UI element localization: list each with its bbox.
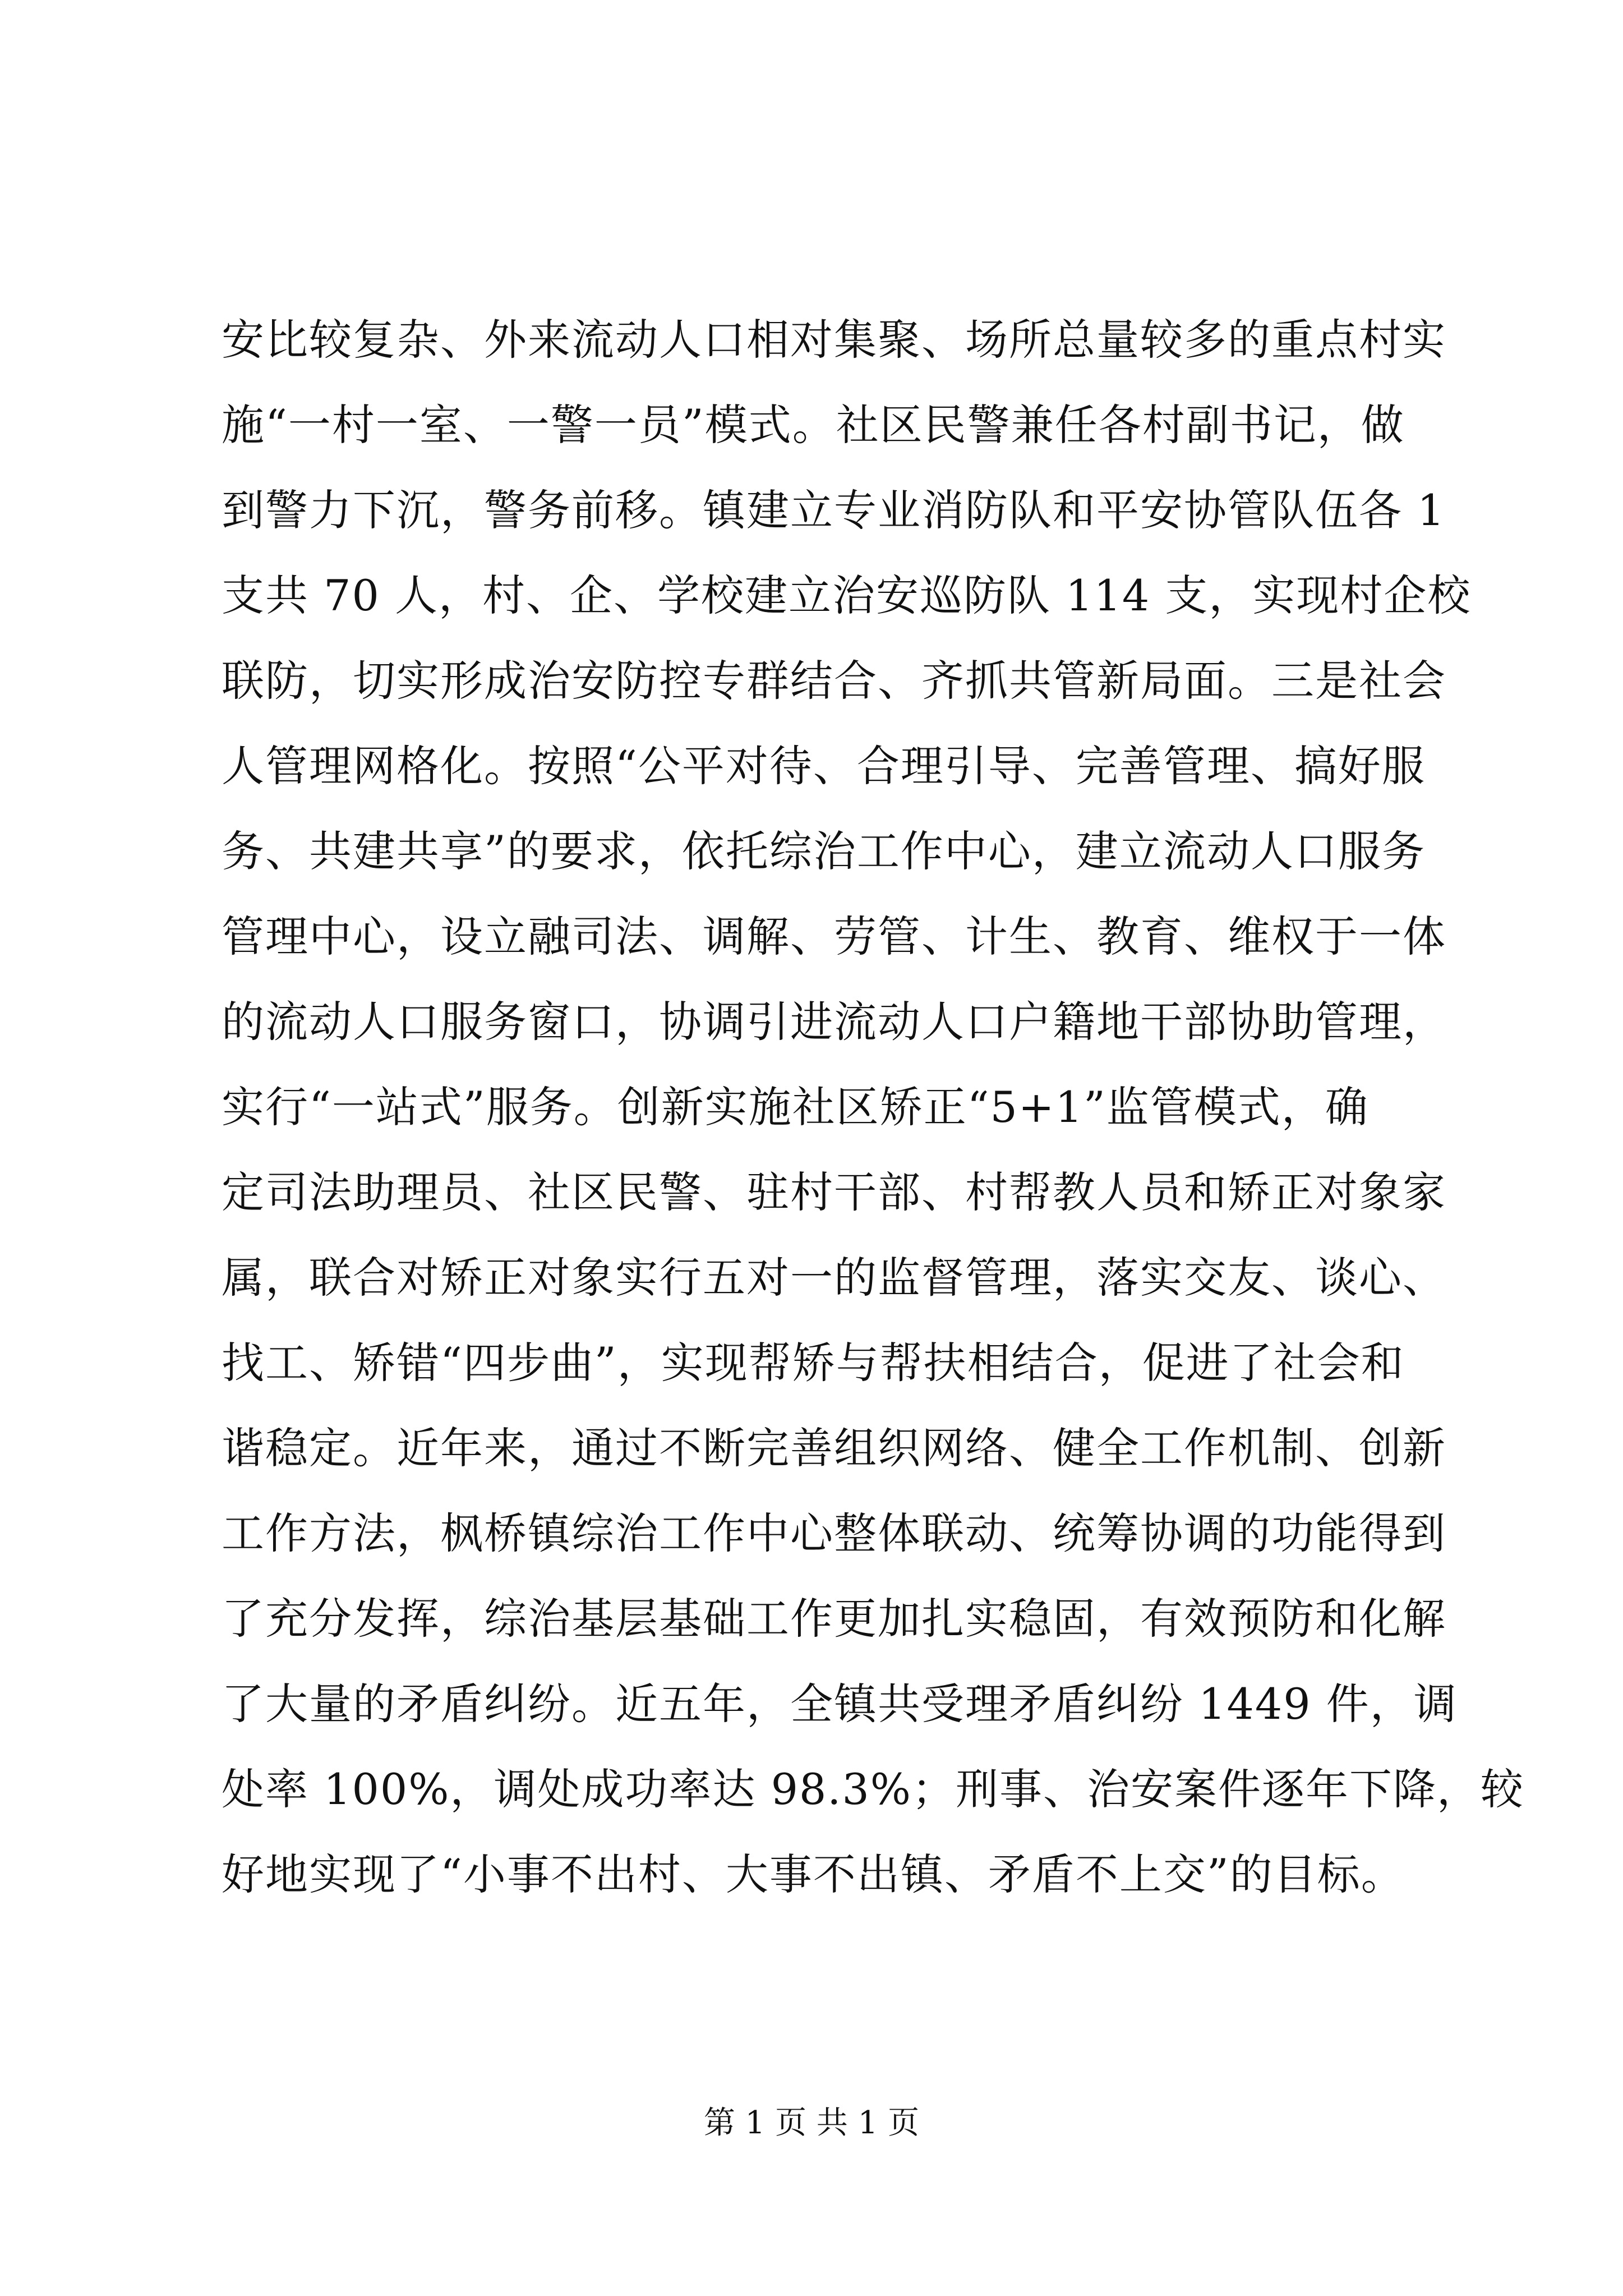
text-line: 定司法助理员、社区民警、驻村干部、村帮教人员和矫正对象家 (222, 1167, 1446, 1217)
body-paragraph (222, 297, 1525, 1917)
text-line: 实行“一站式”服务。创新实施社区矫正“5+1”监管模式，确 (222, 1082, 1369, 1132)
page-footer (0, 2101, 1623, 2146)
text-line: 务、共建共享”的要求，依托综治工作中心，建立流动人口服务 (222, 826, 1426, 876)
text-line: 施“一村一室、一警一员”模式。社区民警兼任各村副书记，做 (222, 400, 1405, 450)
text-line: 了充分发挥，综治基层基础工作更加扎实稳固，有效预防和化解 (222, 1594, 1446, 1644)
text-line: 联防，切实形成治安防控专群结合、齐抓共管新局面。三是社会 (222, 656, 1446, 706)
text-line: 人管理网格化。按照“公平对待、合理引导、完善管理、搞好服 (222, 741, 1426, 791)
text-line: 找工、矫错“四步曲”，实现帮矫与帮扶相结合，促进了社会和 (222, 1338, 1405, 1388)
text-line: 工作方法，枫桥镇综治工作中心整体联动、统筹协调的功能得到 (222, 1508, 1446, 1558)
text-line: 的流动人口服务窗口，协调引进流动人口户籍地干部协助管理， (222, 997, 1446, 1047)
text-line: 安比较复杂、外来流动人口相对集聚、场所总量较多的重点村实 (222, 315, 1446, 365)
text-line: 支共 70 人，村、企、学校建立治安巡防队 114 支，实现村企校 (222, 570, 1472, 620)
text-line: 管理中心，设立融司法、调解、劳管、计生、教育、维权于一体 (222, 912, 1446, 961)
text-line: 属，联合对矫正对象实行五对一的监督管理，落实交友、谈心、 (222, 1253, 1446, 1303)
text-line: 谐稳定。近年来，通过不断完善组织网络、健全工作机制、创新 (222, 1423, 1446, 1473)
text-line: 处率 100%，调处成功率达 98.3%；刑事、治安案件逐年下降，较 (222, 1764, 1525, 1814)
text-line: 到警力下沉，警务前移。镇建立专业消防队和平安协管队伍各 1 (222, 485, 1446, 535)
text-line: 了大量的矛盾纠纷。近五年，全镇共受理矛盾纠纷 1449 件，调 (222, 1679, 1458, 1729)
text-line: 好地实现了“小事不出村、大事不出镇、矛盾不上交”的目标。 (222, 1849, 1405, 1899)
page-number: 第 1 页 共 1 页 (703, 2105, 920, 2141)
